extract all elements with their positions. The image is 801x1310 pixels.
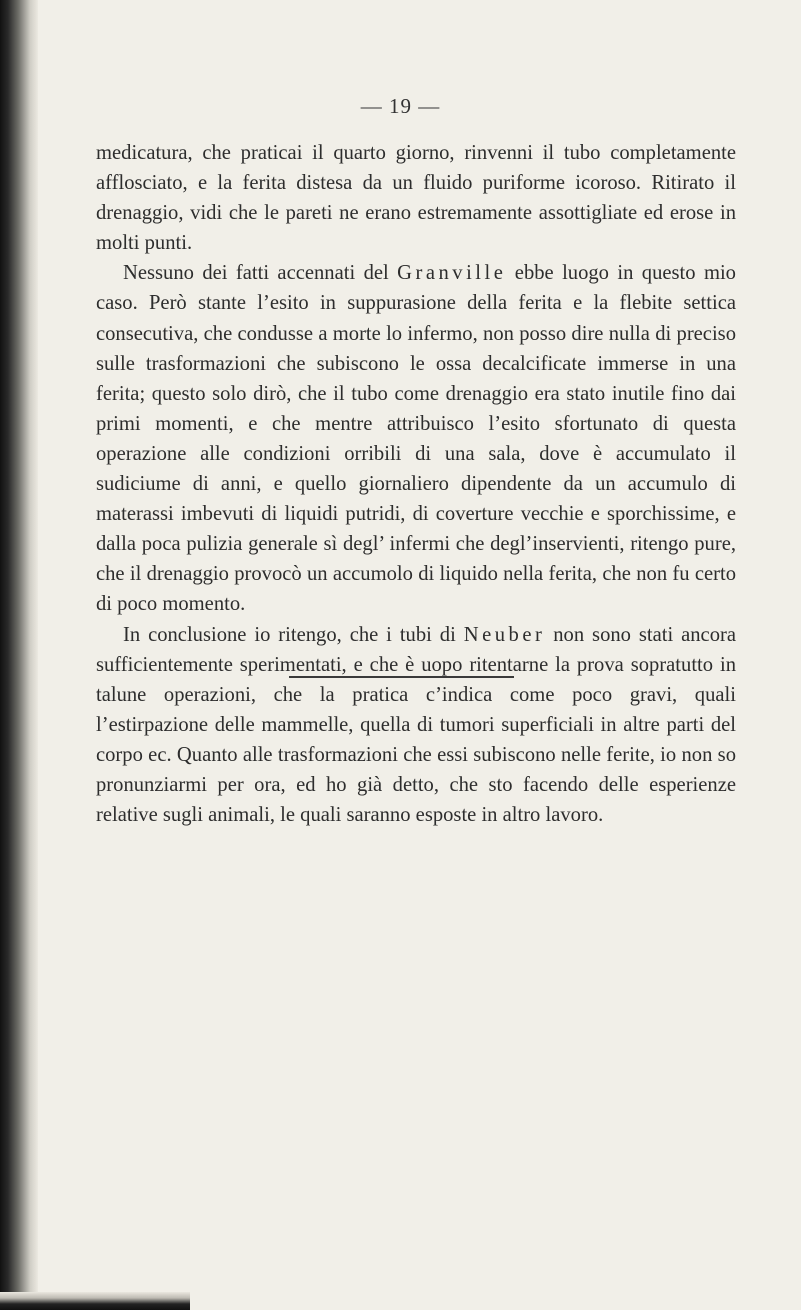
- paragraph-2: [96, 258, 736, 619]
- page-binding-edge: [0, 0, 38, 1310]
- page-binding-corner: [0, 1292, 190, 1310]
- section-end-rule: [289, 676, 514, 678]
- paragraph-2-before: Nessuno dei fatti accennati del: [123, 262, 398, 285]
- body-text: [96, 138, 736, 830]
- author-name-granville: Granville: [397, 262, 507, 285]
- paragraph-2-after: ebbe luogo in questo mio caso. Però stante l’esito in suppurasione della ferita e la flebite settica consecutiva, che condusse a morte lo infermo, non posso dire nulla di preciso sulle trasformazioni che subiscono le ossa decalcificate immerse in una ferita; questo solo dirò, che il tubo come drenaggio era stato inutile fino dai primi momenti, e che mentre attribuisco l’esito sfortunato di questa operazione alle condizioni orribili di una sala, dove è accumulato il sudiciume di anni, e quello giornaliero dipendente da un accumulo di materassi imbevuti di liquidi putridi, di coverture vecchie e sporchissime, e dalla poca pulizia generale sì degl’ infermi che degl’inservienti, ritengo pure, che il drenaggio provocò un accumolo di liquido nella ferita, che non fu certo di poco momento.: [96, 262, 736, 616]
- paragraph-1: [96, 138, 736, 258]
- author-name-neuber: Neuber: [463, 623, 546, 646]
- paragraph-3-before: In conclusione io ritengo, che i tubi di: [123, 623, 464, 646]
- paragraph-3: [96, 620, 736, 831]
- page-number: — 19 —: [360, 94, 441, 118]
- paragraph-3-after: non sono stati ancora sufficientemente sperimentati, e che è uopo ritentarne la prova sopratutto in talune operazioni, che la pratica c’indica come poco gravi, quali l’estirpazione delle mammelle, quella di tumori superficiali in altre parti del corpo ec. Quanto alle trasformazioni che essi subiscono nelle ferite, io non so pronunziarmi per ora, ed ho già detto, che sto facendo delle esperienze relative sugli animali, le quali saranno esposte in altro lavoro.: [96, 623, 736, 827]
- paragraph-1-text: medicatura, che praticai il quarto giorno, rinvenni il tubo completamente afflosciato, e la ferita distesa da un fluido puriforme icoroso. Ritirato il drenaggio, vidi che le pareti ne erano estremamente assottigliate ed erose in molti punti.: [96, 142, 736, 255]
